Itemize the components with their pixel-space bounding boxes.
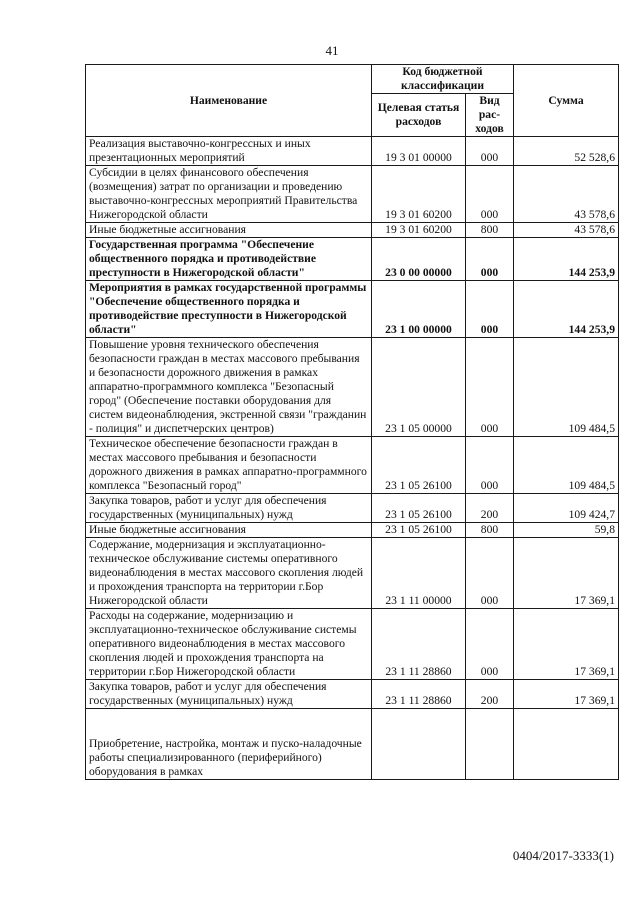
row-target-code-cell: 19 3 01 60200: [372, 166, 466, 223]
row-sum-cell: 109 484,5: [514, 437, 619, 494]
row-sum-cell: 109 484,5: [514, 338, 619, 437]
row-expense-type-cell: 800: [466, 523, 514, 538]
row-name-cell: Субсидии в целях финансового обеспечения (возмещения) затрат по организации и проведению выставочно-конгрессных мероприятий Правительства Нижегородской области: [86, 166, 372, 223]
row-target-code-cell: 23 1 05 26100: [372, 494, 466, 523]
row-expense-type-cell: 000: [466, 166, 514, 223]
row-target-code-cell: 23 1 00 00000: [372, 281, 466, 338]
row-sum-cell: 43 578,6: [514, 166, 619, 223]
row-target-code-cell: 23 1 11 28860: [372, 609, 466, 680]
row-name-cell: Закупка товаров, работ и услуг для обеспечения государственных (муниципальных) нужд: [86, 680, 372, 709]
budget-table: [85, 64, 619, 780]
row-sum-cell: 17 369,1: [514, 609, 619, 680]
table-row: [86, 338, 619, 437]
row-expense-type-cell: 000: [466, 338, 514, 437]
row-sum-cell: 52 528,6: [514, 137, 619, 166]
row-name-cell: Техническое обеспечение безопасности граждан в местах массового пребывания и безопасности дорожного движения в рамках аппаратно-программного комплекса "Безопасный город": [86, 437, 372, 494]
row-target-code-cell: [372, 709, 466, 780]
row-sum-cell: 43 578,6: [514, 223, 619, 238]
row-expense-type-cell: 000: [466, 609, 514, 680]
row-expense-type-cell: 800: [466, 223, 514, 238]
row-name-cell: Иные бюджетные ассигнования: [86, 523, 372, 538]
header-target: Целевая статья расходов: [372, 94, 466, 137]
row-expense-type-cell: 000: [466, 281, 514, 338]
row-sum-cell: 144 253,9: [514, 238, 619, 281]
table-row: [86, 238, 619, 281]
row-name-cell: Приобретение, настройка, монтаж и пуско-наладочные работы специализированного (периферийного) оборудования в рамках: [86, 709, 372, 780]
row-target-code-cell: 23 1 11 28860: [372, 680, 466, 709]
row-target-code-cell: 23 1 05 26100: [372, 437, 466, 494]
row-name-cell: Мероприятия в рамках государственной программы "Обеспечение общественного порядка и противодействие преступности в Нижегородской области": [86, 281, 372, 338]
row-name-cell: Иные бюджетные ассигнования: [86, 223, 372, 238]
row-expense-type-cell: 000: [466, 238, 514, 281]
row-name-cell: Закупка товаров, работ и услуг для обеспечения государственных (муниципальных) нужд: [86, 494, 372, 523]
table-body: [86, 137, 619, 780]
row-expense-type-cell: 200: [466, 680, 514, 709]
table-row: [86, 281, 619, 338]
table-row: [86, 223, 619, 238]
row-target-code-cell: 19 3 01 00000: [372, 137, 466, 166]
document-number: 0404/2017-3333(1): [512, 848, 614, 863]
table-row: [86, 523, 619, 538]
row-expense-type-cell: 200: [466, 494, 514, 523]
table-row: [86, 609, 619, 680]
row-name-cell: Государственная программа "Обеспечение общественного порядка и противодействие преступности в Нижегородской области": [86, 238, 372, 281]
row-sum-cell: 17 369,1: [514, 538, 619, 609]
row-sum-cell: 144 253,9: [514, 281, 619, 338]
row-expense-type-cell: 000: [466, 137, 514, 166]
row-sum-cell: 59,8: [514, 523, 619, 538]
table-row: [86, 709, 619, 780]
row-target-code-cell: 19 3 01 60200: [372, 223, 466, 238]
page-number: 41: [325, 43, 339, 58]
row-name-cell: Повышение уровня технического обеспечения безопасности граждан в местах массового пребывания и безопасности дорожного движения в рамках аппаратно-программного комплекса "Безопасный город" (Обеспечение поставки оборудования для систем видеонаблюдения, экстренной связи "гражданин - полиция" и диспетчерских центров): [86, 338, 372, 437]
header-sum: Сумма: [514, 65, 619, 137]
table-row: [86, 437, 619, 494]
table-row: [86, 494, 619, 523]
row-sum-cell: 109 424,7: [514, 494, 619, 523]
table-header: [86, 65, 619, 137]
table-row: [86, 166, 619, 223]
table-row: [86, 538, 619, 609]
row-expense-type-cell: [466, 709, 514, 780]
header-name: Наименование: [86, 65, 372, 137]
row-name-cell: Расходы на содержание, модернизацию и эксплуатационно-техническое обслуживание системы оперативного видеонаблюдения в местах массового скопления людей и прохождения транспорта на территории г.Бор Нижегородской области: [86, 609, 372, 680]
row-target-code-cell: 23 1 11 00000: [372, 538, 466, 609]
row-sum-cell: [514, 709, 619, 780]
row-expense-type-cell: 000: [466, 538, 514, 609]
row-target-code-cell: 23 1 05 26100: [372, 523, 466, 538]
row-target-code-cell: 23 0 00 00000: [372, 238, 466, 281]
header-type: Вид рас-ходов: [466, 94, 514, 137]
row-sum-cell: 17 369,1: [514, 680, 619, 709]
row-expense-type-cell: 000: [466, 437, 514, 494]
row-name-cell: Реализация выставочно-конгрессных и иных презентационных мероприятий: [86, 137, 372, 166]
table-row: [86, 137, 619, 166]
row-name-cell: Содержание, модернизация и эксплуатационно-техническое обслуживание системы оперативного видеонаблюдения в местах массового скопления людей и прохождения транспорта на территории г.Бор Нижегородской области: [86, 538, 372, 609]
row-target-code-cell: 23 1 05 00000: [372, 338, 466, 437]
header-code-group: Код бюджетной классификации: [372, 65, 514, 94]
table-row: [86, 680, 619, 709]
